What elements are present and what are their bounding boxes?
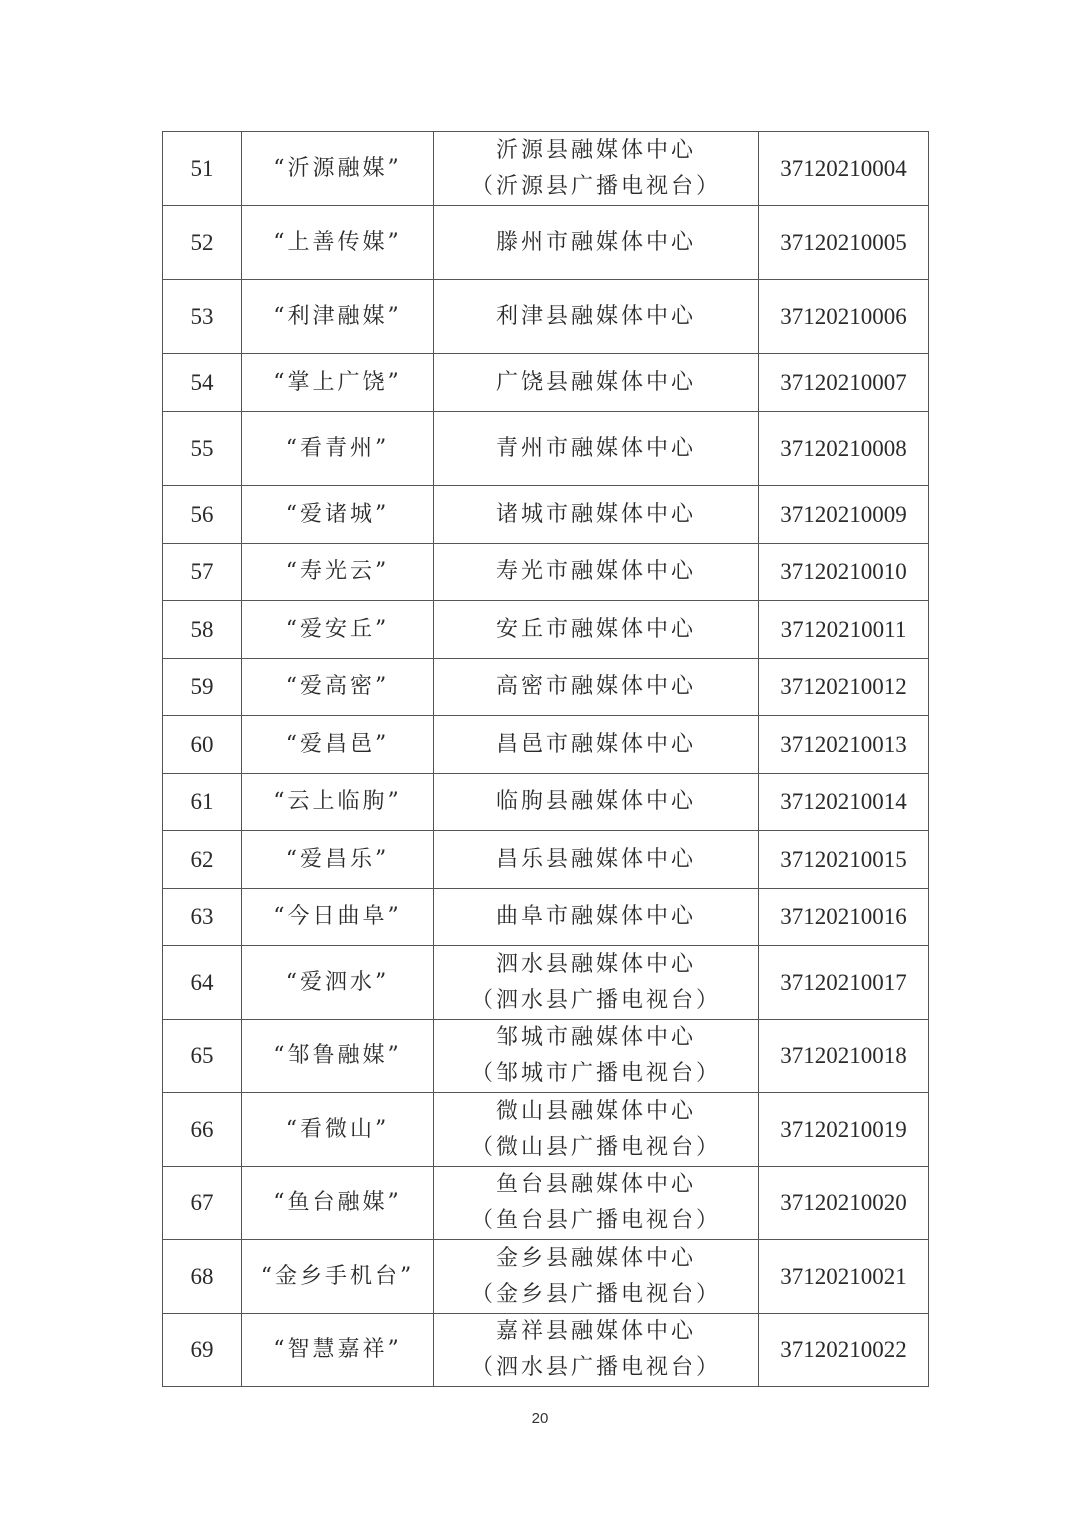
registry-table [162,131,929,1387]
organization-alias: （邹城市广播电视台） [470,1061,721,1086]
registration-code-cell: 37120210004 [759,132,929,206]
table-row [163,1020,929,1093]
registration-code-cell: 37120210010 [759,544,929,601]
app-name-cell: “寿光云” [242,544,434,601]
row-number-cell: 64 [163,946,242,1020]
organization-name: 曲阜市融媒体中心 [495,904,696,929]
table-row [163,412,929,486]
row-number-cell: 63 [163,889,242,946]
organization-cell [434,354,759,412]
organization-name: 临朐县融媒体中心 [495,789,696,814]
registration-code-cell: 37120210020 [759,1167,929,1240]
organization-name: 青州市融媒体中心 [495,435,696,461]
registration-code-cell: 37120210021 [759,1240,929,1314]
organization-name: 利津县融媒体中心 [495,303,696,329]
row-number-cell: 62 [163,831,242,889]
table-row [163,601,929,659]
organization-alias: （泗水县广播电视台） [470,1355,721,1380]
table-row [163,1167,929,1240]
app-name-cell: “今日曲阜” [242,889,434,946]
organization-name: 昌邑市融媒体中心 [495,731,696,757]
row-number-cell: 69 [163,1314,242,1387]
row-number-cell: 61 [163,774,242,831]
organization-name: 金乡县融媒体中心 [495,1245,696,1271]
organization-cell [434,280,759,354]
row-number-cell: 56 [163,486,242,544]
organization-cell [434,1167,759,1240]
table-row [163,1314,929,1387]
organization-cell [434,544,759,601]
organization-alias: （金乡县广播电视台） [470,1281,721,1307]
organization-cell [434,1020,759,1093]
table-row [163,889,929,946]
app-name-cell: “上善传媒” [242,206,434,280]
organization-name: 高密市融媒体中心 [495,674,696,699]
organization-name: 广饶县融媒体中心 [495,369,696,395]
registration-code-cell: 37120210012 [759,659,929,716]
app-name-cell: “爱昌邑” [242,716,434,774]
organization-alias: （鱼台县广播电视台） [470,1208,721,1233]
registration-code-cell: 37120210018 [759,1020,929,1093]
table-row [163,280,929,354]
organization-name: 诸城市融媒体中心 [495,501,696,527]
registration-code-cell: 37120210019 [759,1093,929,1167]
app-name-cell: “鱼台融媒” [242,1167,434,1240]
registration-code-cell: 37120210017 [759,946,929,1020]
organization-cell [434,132,759,206]
app-name-cell: “爱高密” [242,659,434,716]
registration-code-cell: 37120210011 [759,601,929,659]
organization-cell [434,412,759,486]
organization-cell [434,946,759,1020]
organization-alias: （泗水县广播电视台） [470,987,721,1013]
table-row [163,946,929,1020]
table-row [163,132,929,206]
app-name-cell: “掌上广饶” [242,354,434,412]
row-number-cell: 53 [163,280,242,354]
table-row [163,1093,929,1167]
registration-code-cell: 37120210013 [759,716,929,774]
registration-code-cell: 37120210006 [759,280,929,354]
app-name-cell: “爱诸城” [242,486,434,544]
table-row [163,206,929,280]
organization-cell [434,1093,759,1167]
row-number-cell: 65 [163,1020,242,1093]
organization-name: 鱼台县融媒体中心 [495,1172,696,1197]
organization-cell [434,716,759,774]
registration-code-cell: 37120210007 [759,354,929,412]
row-number-cell: 55 [163,412,242,486]
app-name-cell: “金乡手机台” [242,1240,434,1314]
app-name-cell: “爱泗水” [242,946,434,1020]
organization-name: 沂源县融媒体中心 [495,137,696,163]
row-number-cell: 51 [163,132,242,206]
table-row [163,659,929,716]
app-name-cell: “沂源融媒” [242,132,434,206]
registration-code-cell: 37120210008 [759,412,929,486]
organization-cell [434,1314,759,1387]
app-name-cell: “爱昌乐” [242,831,434,889]
row-number-cell: 66 [163,1093,242,1167]
registration-code-cell: 37120210005 [759,206,929,280]
row-number-cell: 52 [163,206,242,280]
organization-alias: （沂源县广播电视台） [470,173,721,199]
table-row [163,1240,929,1314]
organization-name: 安丘市融媒体中心 [495,616,696,642]
registration-code-cell: 37120210022 [759,1314,929,1387]
organization-cell [434,1240,759,1314]
row-number-cell: 60 [163,716,242,774]
registration-code-cell: 37120210016 [759,889,929,946]
table-row [163,774,929,831]
organization-cell [434,206,759,280]
registry-table-body [163,132,929,1387]
row-number-cell: 59 [163,659,242,716]
organization-name: 滕州市融媒体中心 [495,229,696,255]
app-name-cell: “看青州” [242,412,434,486]
organization-name: 寿光市融媒体中心 [495,559,696,584]
registration-code-cell: 37120210014 [759,774,929,831]
row-number-cell: 57 [163,544,242,601]
app-name-cell: “智慧嘉祥” [242,1314,434,1387]
organization-name: 嘉祥县融媒体中心 [495,1319,696,1344]
organization-cell [434,486,759,544]
organization-name: 邹城市融媒体中心 [495,1025,696,1050]
organization-cell [434,601,759,659]
table-row [163,716,929,774]
table-row [163,831,929,889]
row-number-cell: 67 [163,1167,242,1240]
organization-cell [434,889,759,946]
organization-name: 泗水县融媒体中心 [495,951,696,977]
app-name-cell: “爱安丘” [242,601,434,659]
row-number-cell: 68 [163,1240,242,1314]
app-name-cell: “利津融媒” [242,280,434,354]
app-name-cell: “看微山” [242,1093,434,1167]
organization-cell [434,831,759,889]
row-number-cell: 58 [163,601,242,659]
table-row [163,354,929,412]
organization-alias: （微山县广播电视台） [470,1134,721,1160]
organization-name: 微山县融媒体中心 [495,1098,696,1124]
row-number-cell: 54 [163,354,242,412]
app-name-cell: “邹鲁融媒” [242,1020,434,1093]
table-row [163,486,929,544]
organization-cell [434,659,759,716]
app-name-cell: “云上临朐” [242,774,434,831]
registration-code-cell: 37120210015 [759,831,929,889]
organization-name: 昌乐县融媒体中心 [495,846,696,872]
registration-code-cell: 37120210009 [759,486,929,544]
table-row [163,544,929,601]
page-number: 20 [531,1410,549,1427]
organization-cell [434,774,759,831]
